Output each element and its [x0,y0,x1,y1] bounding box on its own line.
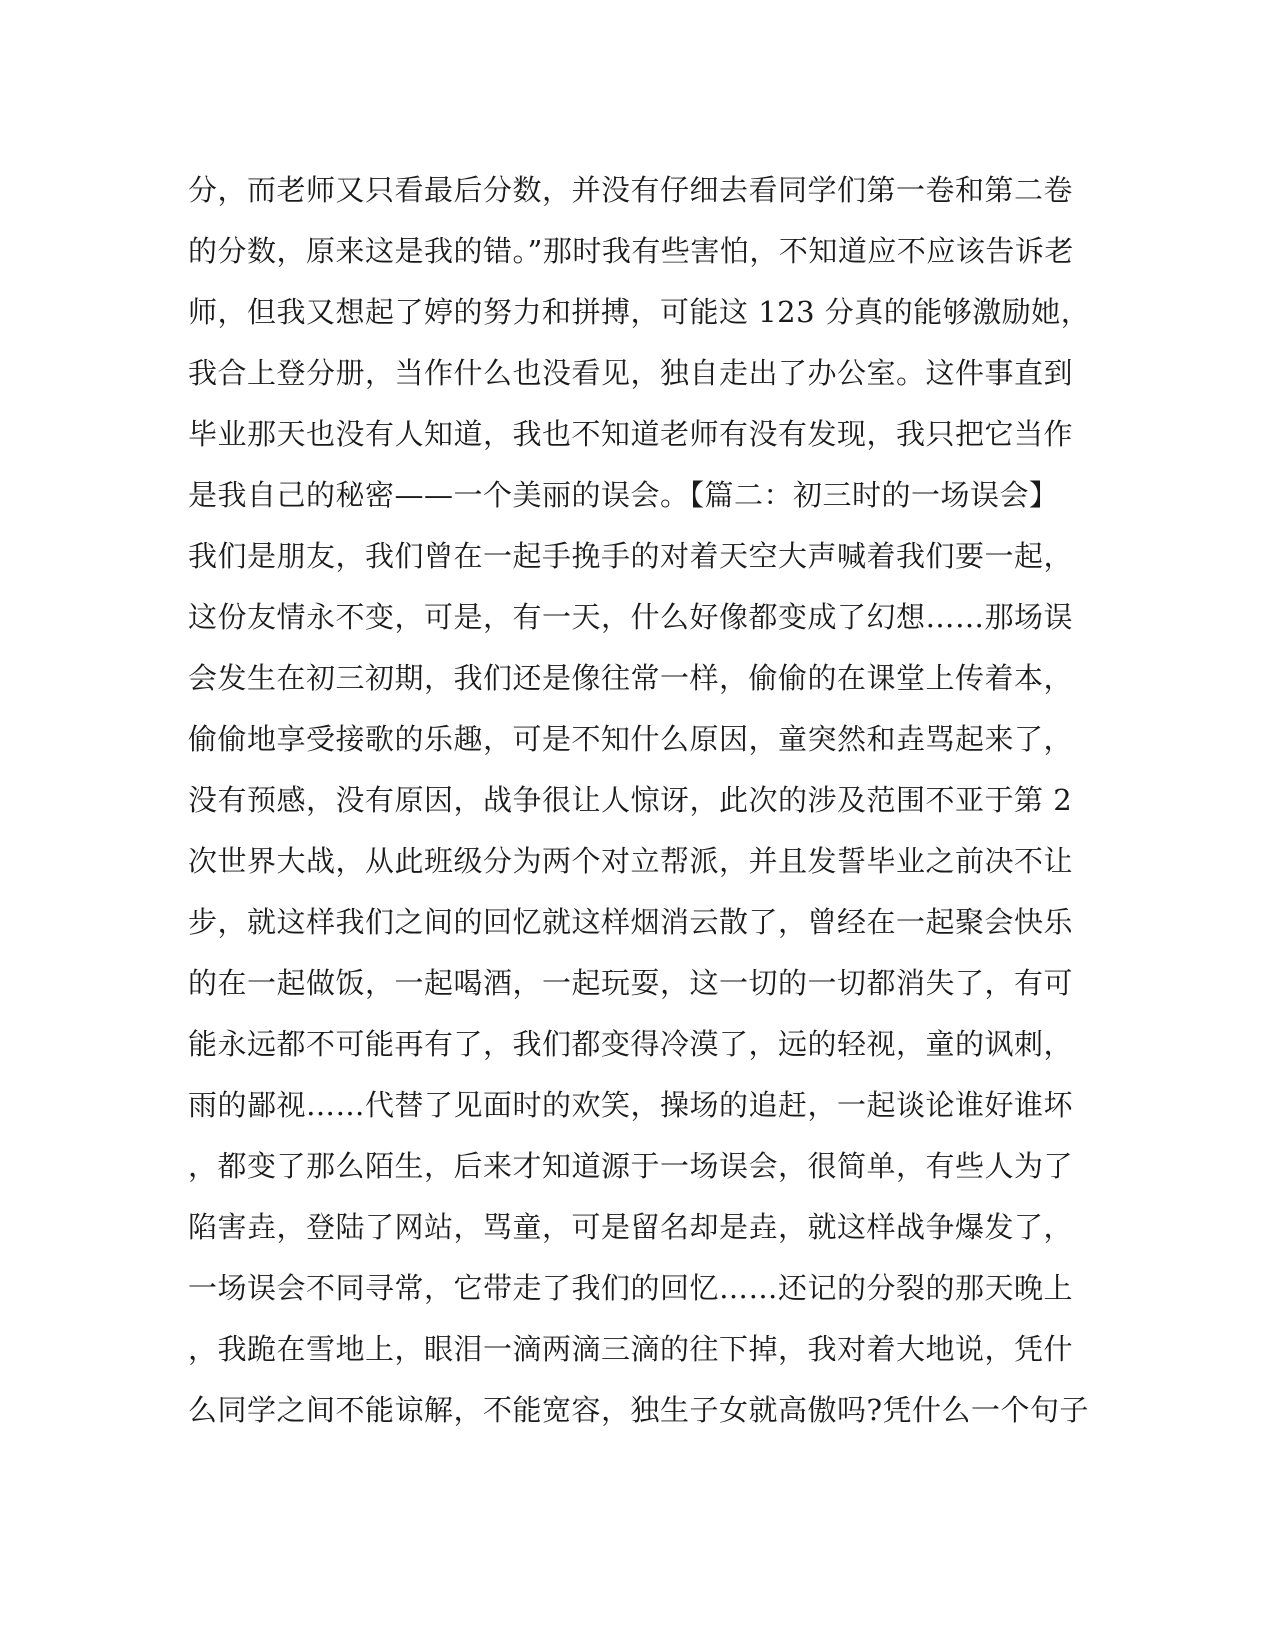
body-text [188,160,1091,1441]
text-line: 雨的鄙视……代替了见面时的欢笑，操场的追赶，一起谈论谁好谁坏 [188,1088,1074,1122]
text-line: 陷害垚，登陆了网站，骂童，可是留名却是垚，就这样战争爆发了， [188,1210,1074,1244]
text-line: 步，就这样我们之间的回忆就这样烟消云散了，曾经在一起聚会快乐 [188,905,1074,939]
text-line: 偷偷地享受接歌的乐趣，可是不知什么原因，童突然和垚骂起来了， [188,722,1074,756]
text-line: 毕业那天也没有人知道，我也不知道老师有没有发现，我只把它当作 [188,417,1074,451]
text-line: 的在一起做饭，一起喝酒，一起玩耍，这一切的一切都消失了，有可 [188,966,1074,1000]
text-line: 分，而老师又只看最后分数，并没有仔细去看同学们第一卷和第二卷 [188,173,1074,207]
text-line: 这份友情永不变，可是，有一天，什么好像都变成了幻想……那场误 [188,600,1074,634]
text-line: 会发生在初三初期，我们还是像往常一样，偷偷的在课堂上传着本， [188,661,1074,695]
text-line: 能永远都不可能再有了，我们都变得冷漠了，远的轻视，童的讽刺， [188,1027,1074,1061]
text-line: 师，但我又想起了婷的努力和拼搏，可能这 123 分真的能够激励她， [188,295,1091,329]
text-line: 我合上登分册，当作什么也没看见，独自走出了办公室。这件事直到 [188,356,1074,390]
text-line: ，我跪在雪地上，眼泪一滴两滴三滴的往下掉，我对着大地说，凭什 [188,1332,1074,1366]
text-line: 是我自己的秘密——一个美丽的误会。【篇二：初三时的一场误会】 [188,478,1059,512]
text-line: 一场误会不同寻常，它带走了我们的回忆……还记的分裂的那天晚上 [188,1271,1074,1305]
text-line: 么同学之间不能谅解，不能宽容，独生子女就高傲吗?凭什么一个句子 [188,1393,1090,1427]
text-line: 我们是朋友，我们曾在一起手挽手的对着天空大声喊着我们要一起， [188,539,1074,573]
text-line: 次世界大战，从此班级分为两个对立帮派，并且发誓毕业之前决不让 [188,844,1074,878]
text-line: 没有预感，没有原因，战争很让人惊讶，此次的涉及范围不亚于第 2 [188,783,1073,817]
text-line: ，都变了那么陌生，后来才知道源于一场误会，很简单，有些人为了 [188,1149,1074,1183]
text-line: 的分数，原来这是我的错。”那时我有些害怕，不知道应不应该告诉老 [188,234,1074,268]
